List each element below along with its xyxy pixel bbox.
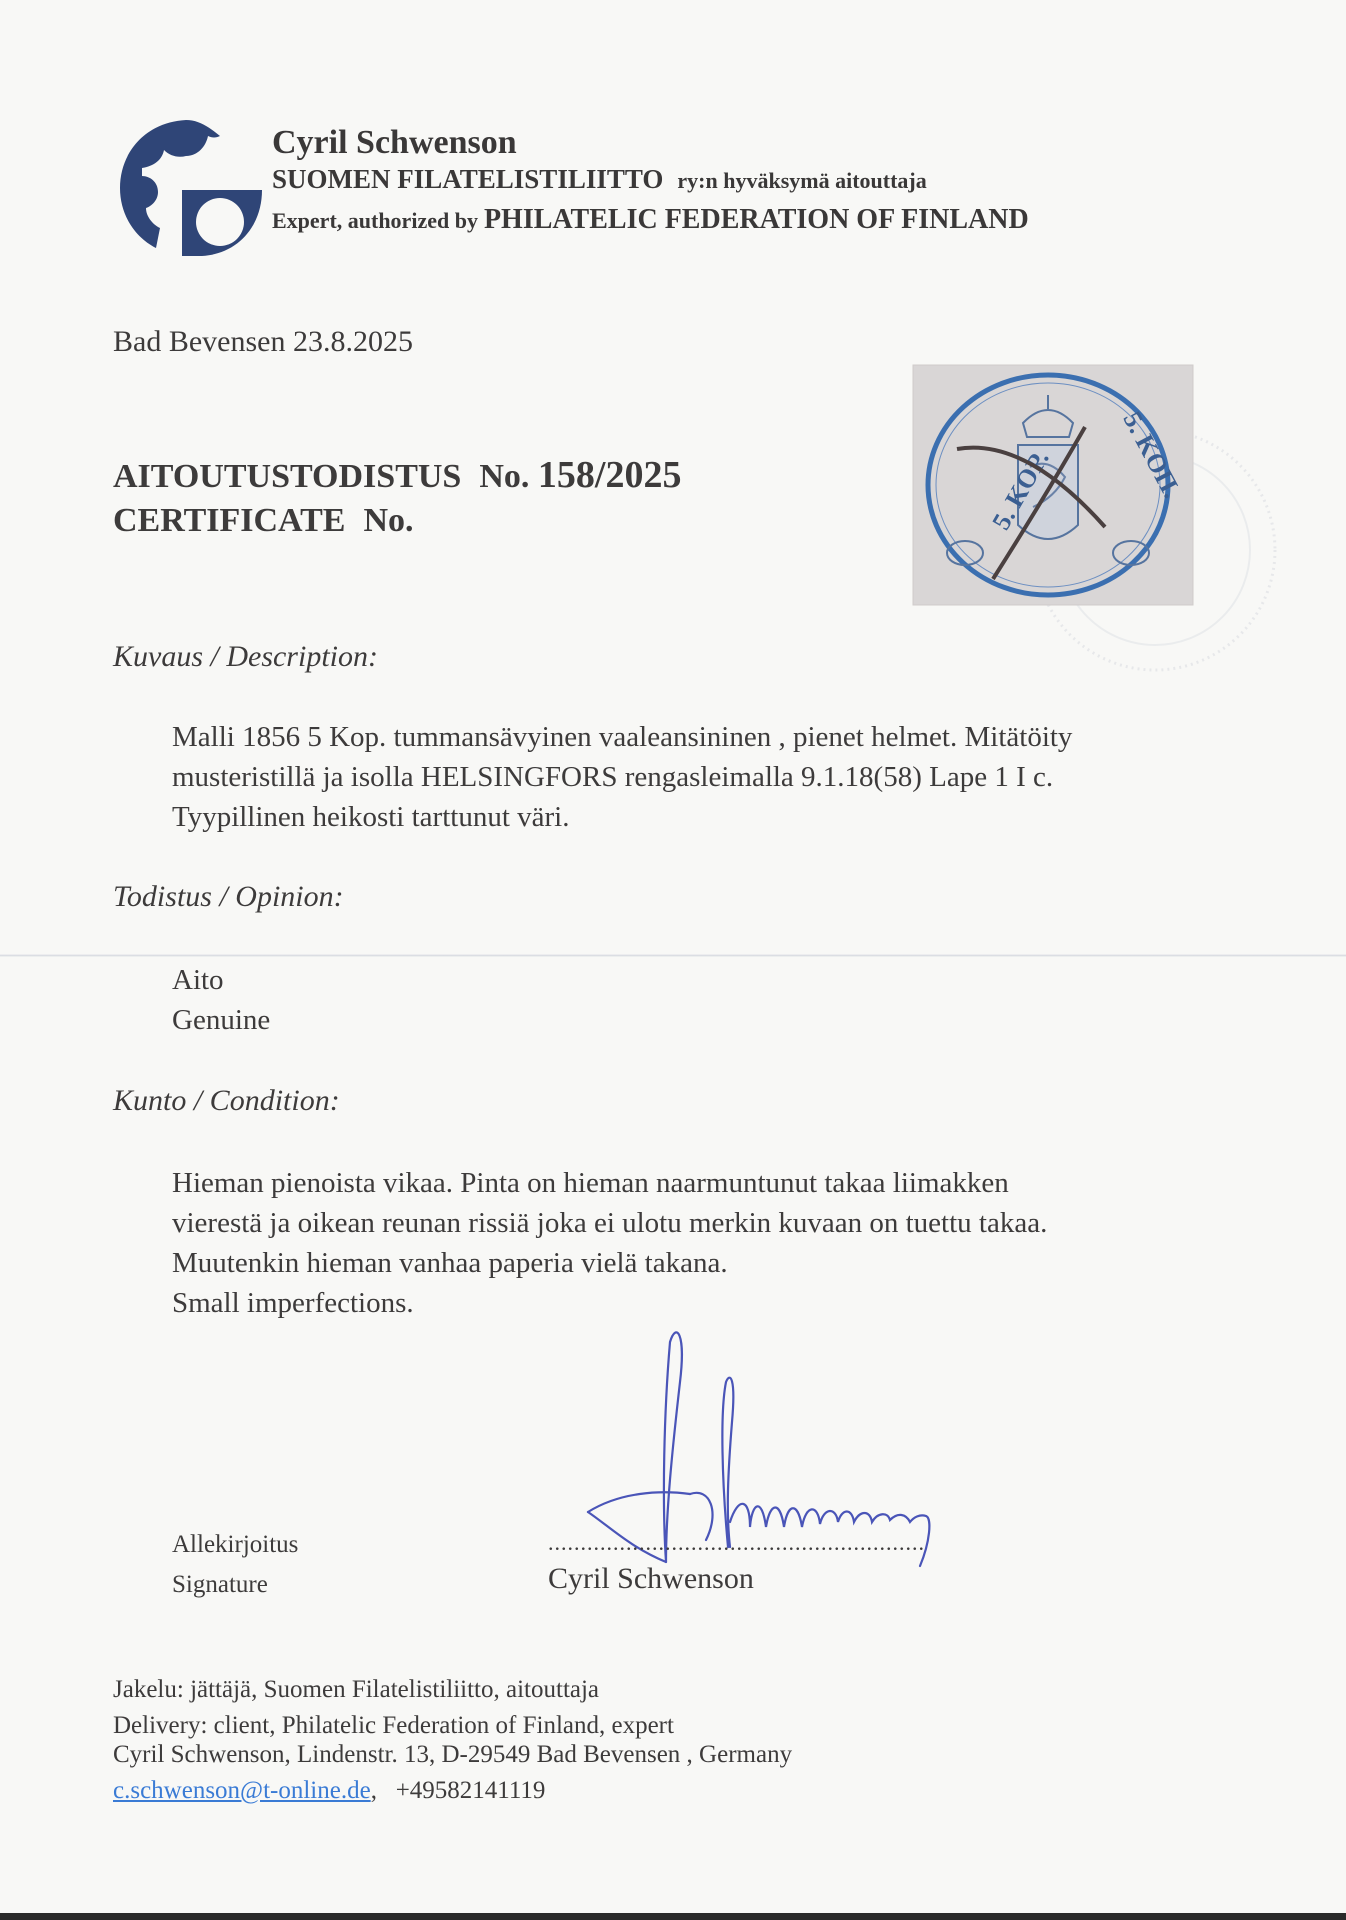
email-link[interactable]: c.schwenson@t-online.de [113, 1777, 371, 1804]
signature-label-fi: Allekirjoitus [172, 1531, 299, 1558]
authorized-prefix: Expert, authorized by [272, 208, 478, 233]
opinion-line-en: Genuine [172, 1004, 271, 1036]
certificate-title-fi-text: AITOUTUSTODISTUS [113, 458, 462, 495]
scan-bottom-edge [0, 1913, 1346, 1920]
certificate-title-en-text: CERTIFICATE [113, 502, 346, 539]
description-heading: Kuvaus / Description: [113, 640, 378, 673]
signatory-name: Cyril Schwenson [548, 1562, 754, 1595]
condition-text [172, 1163, 1047, 1323]
condition-line: Small imperfections. [172, 1287, 414, 1319]
description-text [172, 717, 1072, 837]
stamp-text-right: 5. KOП. [1117, 406, 1187, 503]
delivery-info [113, 1672, 674, 1744]
phone-number: +49582141119 [395, 1777, 546, 1804]
opinion-heading: Todistus / Opinion: [113, 880, 344, 913]
delivery-line-en: Delivery: client, Philatelic Federation of Finland, expert [113, 1712, 674, 1739]
signature-label [172, 1525, 298, 1605]
stamp-image [905, 357, 1200, 612]
certificate-title-en [113, 502, 414, 540]
certificate-number: 158/2025 [537, 454, 682, 496]
contact-email-phone [113, 1773, 545, 1809]
certificate-title-fi [113, 453, 681, 497]
expert-name-heading: Cyril Schwenson [272, 124, 517, 161]
place-date: Bad Bevensen 23.8.2025 [113, 325, 413, 358]
description-line: Tyypillinen heikosti tarttunut väri. [172, 801, 570, 833]
condition-line: Hieman pienoista vikaa. Pinta on hieman naarmuntunut takaa liimakken [172, 1167, 1009, 1199]
delivery-line-fi: Jakelu: jättäjä, Suomen Filatelistiliitto, aitouttaja [113, 1676, 600, 1703]
description-line: musteristillä ja isolla HELSINGFORS rengasleimalla 9.1.18(58) Lape 1 I c. [172, 761, 1054, 793]
signature-line: .......................................................... [548, 1530, 925, 1555]
contact-address: Cyril Schwenson, Lindenstr. 13, D-29549 Bad Bevensen , Germany [113, 1741, 793, 1768]
federation-en-name: PHILATELIC FEDERATION OF FINLAND [483, 204, 1029, 235]
authorized-line [272, 204, 1029, 236]
opinion-line-fi: Aito [172, 964, 224, 996]
approved-expert-fi: ry:n hyväksymä aitouttaja [677, 168, 927, 193]
condition-line: vierestä ja oikean reunan rissiä joka ei ulotu merkin kuvaan on tuettu takaa. [172, 1207, 1048, 1239]
condition-heading: Kunto / Condition: [113, 1084, 340, 1117]
philatelic-federation-logo-icon [116, 116, 264, 258]
opinion-text [172, 960, 270, 1040]
description-line: Malli 1856 5 Kop. tummansävyinen vaaleansininen , pienet helmet. Mitätöity [172, 721, 1073, 753]
stamp-text-left: 5. KOP. [986, 445, 1055, 535]
condition-line: Muutenkin hieman vanhaa paperia vielä takana. [172, 1247, 728, 1279]
certificate-no-label-en: No. [363, 502, 414, 539]
paper-fold-line [0, 954, 1346, 957]
certificate-no-label: No. [479, 458, 530, 495]
federation-fi-name: SUOMEN FILATELISTILIITTO [272, 164, 664, 194]
signature-label-en: Signature [172, 1571, 268, 1598]
federation-fi-line [272, 164, 927, 195]
contact-separator: , [370, 1777, 377, 1804]
